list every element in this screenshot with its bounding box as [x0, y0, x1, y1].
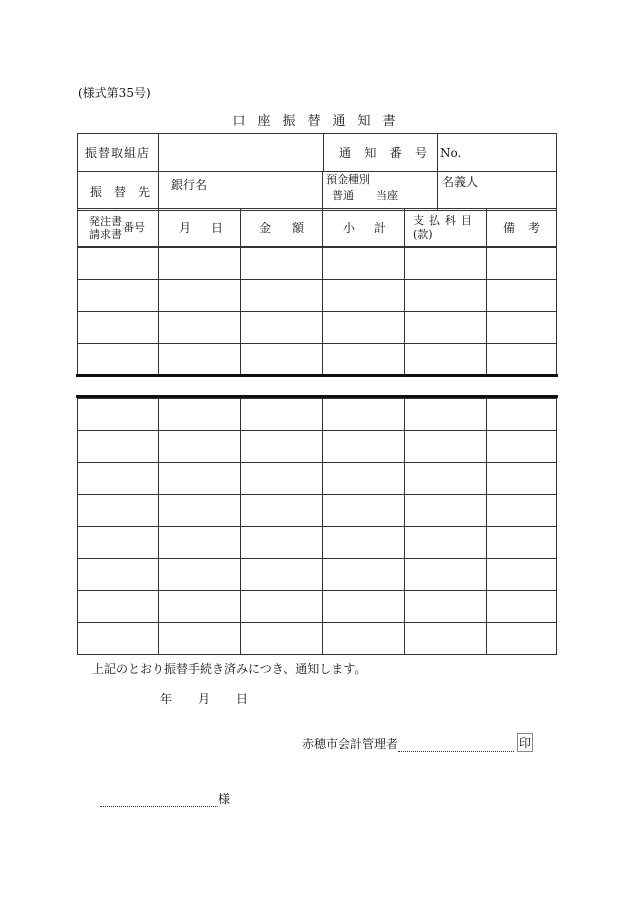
table-cell[interactable] — [159, 623, 241, 655]
table-cell[interactable] — [405, 591, 487, 623]
table-row — [78, 623, 557, 655]
signature-field[interactable] — [398, 740, 514, 752]
col-subtotal — [323, 209, 405, 247]
transfer-office-value[interactable] — [159, 134, 324, 171]
table-cell[interactable] — [78, 623, 159, 655]
table-cell[interactable] — [487, 344, 557, 376]
col-number: 番号 — [123, 221, 145, 234]
table-cell[interactable] — [487, 431, 557, 463]
table-cell[interactable] — [323, 463, 405, 495]
col-month: 月 — [179, 221, 192, 235]
table-cell[interactable] — [405, 559, 487, 591]
table-row — [78, 399, 557, 431]
deposit-type-block — [323, 172, 437, 210]
table-row — [78, 431, 557, 463]
table-cell[interactable] — [323, 399, 405, 431]
col-payment-item-label: 支払科目 — [413, 213, 477, 227]
table-row — [78, 527, 557, 559]
table-cell[interactable] — [159, 527, 241, 559]
date-day: 日 — [236, 692, 249, 706]
table-cell[interactable] — [78, 399, 159, 431]
table-cell[interactable] — [241, 312, 323, 344]
col-amount — [241, 209, 323, 247]
label-char: 額 — [291, 221, 304, 235]
recipient-name-field[interactable] — [100, 795, 218, 807]
notice-number-field[interactable] — [438, 134, 557, 172]
table-cell[interactable] — [241, 431, 323, 463]
bank-name-label: 銀行名 — [159, 172, 323, 210]
title-char: 通 — [332, 114, 348, 129]
col-day: 日 — [210, 221, 223, 235]
col-payment-item — [405, 209, 487, 247]
transfer-office-label-cell — [78, 134, 159, 172]
label-char: 金 — [259, 221, 272, 235]
table-cell[interactable] — [487, 399, 557, 431]
administrator-label: 赤穂市会計管理者 — [302, 737, 399, 751]
table-cell[interactable] — [405, 623, 487, 655]
table-cell[interactable] — [159, 280, 241, 312]
table-cell[interactable] — [323, 527, 405, 559]
table-cell[interactable] — [405, 399, 487, 431]
table-cell[interactable] — [78, 591, 159, 623]
table-cell[interactable] — [405, 312, 487, 344]
transfer-office-field[interactable] — [159, 134, 438, 172]
table-row — [78, 248, 557, 280]
table-row — [78, 591, 557, 623]
table-row — [78, 312, 557, 344]
table-cell[interactable] — [159, 248, 241, 280]
deposit-type-label: 預金種別 — [326, 173, 370, 186]
table-row — [78, 559, 557, 591]
label-char: 先 — [137, 184, 150, 199]
col-item-paren: (款) — [413, 227, 433, 241]
table-cell[interactable] — [405, 527, 487, 559]
title-char: 知 — [357, 114, 373, 129]
table-cell[interactable] — [323, 431, 405, 463]
label-char: 振 — [90, 184, 103, 199]
table-cell[interactable] — [487, 495, 557, 527]
label-char: 考 — [527, 221, 540, 235]
table-cell[interactable] — [241, 591, 323, 623]
table-cell[interactable] — [78, 527, 159, 559]
table-row — [78, 463, 557, 495]
col-remarks — [487, 209, 557, 247]
table-cell[interactable] — [405, 431, 487, 463]
no-label: No. — [440, 145, 462, 160]
table-cell[interactable] — [241, 463, 323, 495]
label-char: 小 — [343, 221, 356, 235]
table-cell[interactable] — [323, 248, 405, 280]
table-cell[interactable] — [159, 431, 241, 463]
entry-table-bottom — [77, 398, 557, 655]
table-cell[interactable] — [487, 527, 557, 559]
title-char: 振 — [282, 114, 298, 129]
seal-mark: 印 — [517, 733, 533, 752]
table-cell[interactable] — [78, 495, 159, 527]
table-cell[interactable] — [78, 344, 159, 376]
table-cell[interactable] — [241, 495, 323, 527]
table-cell[interactable] — [405, 344, 487, 376]
notice-text: 上記のとおり振替手続き済みにつき、通知します。 — [92, 662, 367, 676]
col-order-doc: 発注書 — [89, 214, 122, 228]
label-char: 号 — [414, 146, 427, 160]
label-char: 知 — [364, 146, 377, 160]
label-char: 通 — [339, 146, 352, 160]
bank-field[interactable] — [159, 172, 438, 211]
table-row — [78, 344, 557, 376]
table-cell[interactable] — [159, 559, 241, 591]
table-cell[interactable] — [241, 527, 323, 559]
table-cell[interactable] — [487, 559, 557, 591]
table-cell[interactable] — [323, 495, 405, 527]
table-row — [78, 495, 557, 527]
table-cell[interactable] — [78, 312, 159, 344]
form-number: (様式第35号) — [78, 86, 151, 100]
deposit-current[interactable]: 当座 — [376, 189, 398, 202]
table-cell[interactable] — [487, 463, 557, 495]
table-cell[interactable] — [487, 623, 557, 655]
table-cell[interactable] — [323, 344, 405, 376]
label-char: 番 — [389, 146, 402, 160]
table-cell[interactable] — [405, 463, 487, 495]
table-cell[interactable] — [78, 431, 159, 463]
entry-table-top — [77, 247, 557, 376]
table-cell[interactable] — [159, 344, 241, 376]
table-cell[interactable] — [78, 280, 159, 312]
label-char: 計 — [373, 221, 386, 235]
table-cell[interactable] — [78, 248, 159, 280]
title-char: 口 — [232, 114, 248, 129]
col-doc-number — [78, 209, 159, 247]
table-cell[interactable] — [323, 280, 405, 312]
honorific: 様 — [218, 792, 231, 806]
date-month: 月 — [198, 692, 211, 706]
table-cell[interactable] — [159, 495, 241, 527]
cut-line-top — [76, 374, 558, 377]
table-cell[interactable] — [241, 344, 323, 376]
table-cell[interactable] — [241, 399, 323, 431]
administrator-line — [302, 733, 533, 752]
table-cell[interactable] — [487, 591, 557, 623]
date-line — [160, 690, 248, 707]
table-cell[interactable] — [487, 312, 557, 344]
column-header-table — [77, 208, 557, 247]
table-cell[interactable] — [323, 623, 405, 655]
table-cell[interactable] — [78, 559, 159, 591]
table-cell[interactable] — [487, 280, 557, 312]
table-cell[interactable] — [159, 399, 241, 431]
title-char: 座 — [257, 114, 273, 129]
table-row — [78, 280, 557, 312]
col-invoice-doc: 請求書 — [89, 227, 122, 241]
recipient-line — [100, 790, 230, 807]
account-holder-label: 名義人 — [442, 175, 479, 189]
account-holder-field[interactable] — [438, 172, 557, 211]
notice-number-label — [324, 134, 437, 171]
transfer-to-label — [78, 183, 158, 200]
label-char: 備 — [503, 221, 516, 235]
transfer-office-label: 振替取組店 — [85, 146, 151, 160]
table-cell[interactable] — [487, 248, 557, 280]
deposit-ordinary[interactable]: 普通 — [332, 189, 354, 202]
table-cell[interactable] — [323, 559, 405, 591]
document-title — [0, 110, 630, 129]
deposit-options — [326, 186, 437, 202]
date-year: 年 — [160, 692, 173, 706]
table-cell[interactable] — [159, 312, 241, 344]
table-cell[interactable] — [323, 591, 405, 623]
table-cell[interactable] — [405, 495, 487, 527]
title-char: 書 — [382, 114, 398, 129]
table-cell[interactable] — [241, 623, 323, 655]
transfer-to-label-cell — [78, 172, 159, 211]
table-cell[interactable] — [241, 280, 323, 312]
table-cell[interactable] — [405, 280, 487, 312]
table-cell[interactable] — [159, 463, 241, 495]
table-cell[interactable] — [241, 248, 323, 280]
table-cell[interactable] — [405, 248, 487, 280]
table-cell[interactable] — [78, 463, 159, 495]
label-char: 替 — [113, 184, 126, 199]
table-cell[interactable] — [241, 559, 323, 591]
table-cell[interactable] — [323, 312, 405, 344]
col-date — [159, 209, 241, 247]
table-cell[interactable] — [159, 591, 241, 623]
title-char: 替 — [307, 114, 323, 129]
header-table — [77, 133, 557, 211]
